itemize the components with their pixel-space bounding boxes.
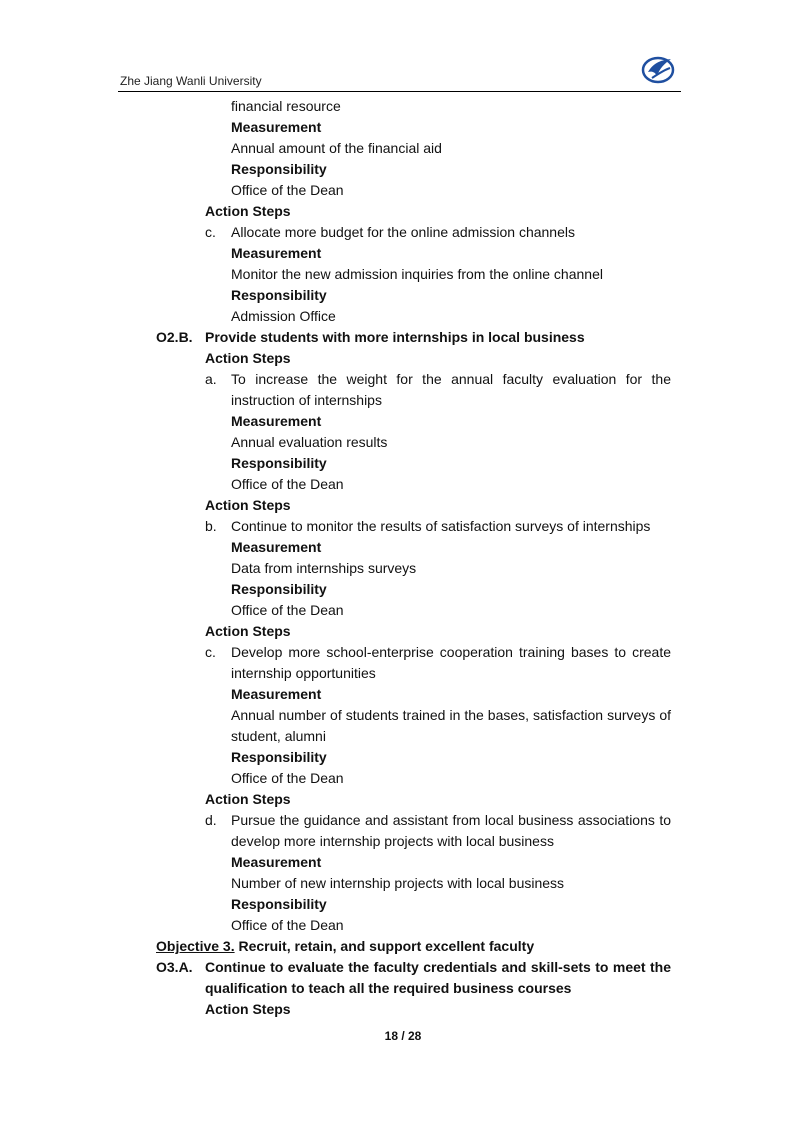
measurement-heading: Measurement — [231, 686, 322, 702]
action-steps-heading: Action Steps — [205, 203, 291, 219]
header-institution: Zhe Jiang Wanli University — [120, 74, 262, 88]
text-line: Office of the Dean — [231, 917, 344, 933]
action-steps-heading: Action Steps — [205, 497, 291, 513]
text-paragraph: Pursue the guidance and assistant from local business associations to develop more internship projects with local business — [231, 812, 671, 849]
responsibility-heading: Responsibility — [231, 749, 327, 765]
text-line: Annual evaluation results — [231, 434, 388, 450]
text-line: Data from internships surveys — [231, 560, 417, 576]
objective-heading: Continue to evaluate the faculty credentials and skill-sets to meet the qualification to teach all the required business courses — [205, 959, 671, 996]
responsibility-heading: Responsibility — [231, 161, 327, 177]
action-steps-heading: Action Steps — [205, 350, 291, 366]
responsibility-heading: Responsibility — [231, 896, 327, 912]
action-steps-heading: Action Steps — [205, 623, 291, 639]
measurement-heading: Measurement — [231, 119, 322, 135]
text-line: Number of new internship projects with local business — [231, 875, 565, 891]
measurement-heading: Measurement — [231, 539, 322, 555]
responsibility-heading: Responsibility — [231, 581, 327, 597]
header-rule — [118, 91, 681, 92]
item-label-b: b. — [205, 518, 217, 534]
text-line: Office of the Dean — [231, 770, 344, 786]
objective-label: Objective 3. — [156, 938, 235, 954]
text-line: Allocate more budget for the online admission channels — [231, 224, 575, 240]
text-paragraph: Annual number of students trained in the bases, satisfaction surveys of student, alumni — [231, 707, 671, 744]
responsibility-heading: Responsibility — [231, 287, 327, 303]
measurement-heading: Measurement — [231, 854, 322, 870]
measurement-heading: Measurement — [231, 413, 322, 429]
objective-heading: Provide students with more internships in local business — [205, 329, 585, 345]
text-paragraph: Develop more school-enterprise cooperation training bases to create internship opportunities — [231, 644, 671, 681]
text-line: Office of the Dean — [231, 182, 344, 198]
text-paragraph: To increase the weight for the annual faculty evaluation for the instruction of internships — [231, 371, 671, 408]
text-line: Continue to monitor the results of satisfaction surveys of internships — [231, 518, 651, 534]
responsibility-heading: Responsibility — [231, 455, 327, 471]
measurement-heading: Measurement — [231, 245, 322, 261]
text-line: Monitor the new admission inquiries from the online channel — [231, 266, 603, 282]
page-number: 18 / 28 — [384, 1029, 422, 1043]
item-label-c: c. — [205, 224, 216, 240]
action-steps-heading: Action Steps — [205, 1001, 291, 1017]
text-line: Office of the Dean — [231, 476, 344, 492]
text-line: Annual amount of the financial aid — [231, 140, 442, 156]
text-line: Office of the Dean — [231, 602, 344, 618]
objective-label-o2b: O2.B. — [156, 329, 193, 345]
item-label-d: d. — [205, 812, 217, 828]
item-label-c: c. — [205, 644, 216, 660]
objective-heading — [156, 936, 534, 957]
action-steps-heading: Action Steps — [205, 791, 291, 807]
text-line: Admission Office — [231, 308, 336, 324]
university-logo-icon — [640, 54, 676, 86]
text-line: financial resource — [231, 98, 341, 114]
item-label-a: a. — [205, 371, 217, 387]
objective-title: Recruit, retain, and support excellent faculty — [238, 938, 535, 954]
objective-label-o3a: O3.A. — [156, 959, 193, 975]
